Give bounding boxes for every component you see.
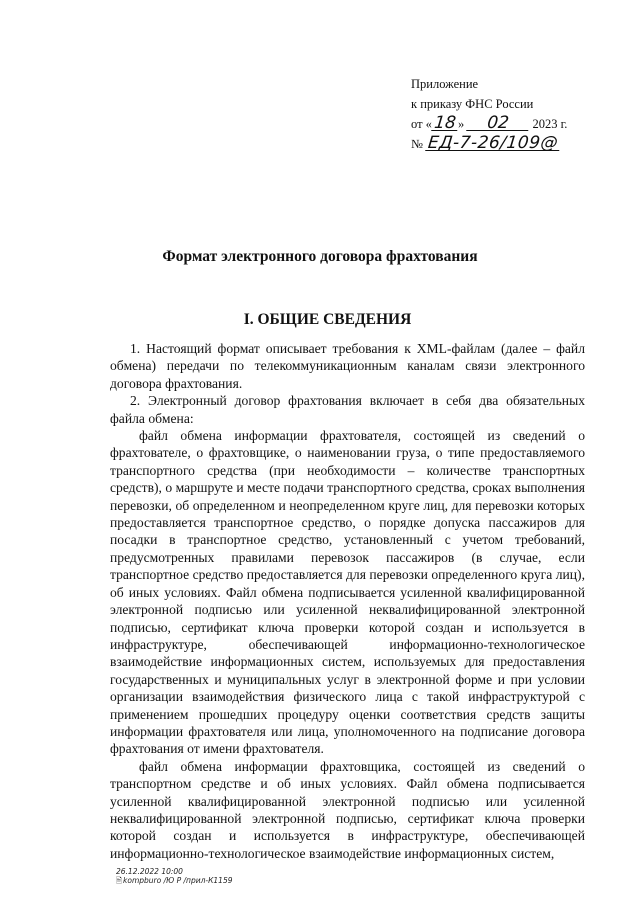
appendix-header xyxy=(411,74,567,154)
appendix-label: Приложение xyxy=(411,77,479,91)
document-icon: 🖹 xyxy=(116,876,123,885)
handwritten-number: ЕД-7-26/109@ xyxy=(427,133,560,153)
footer-file-ref xyxy=(116,876,233,885)
paragraph-1: 1. Настоящий формат описывает требования к XML-файлам (далее – файл обмена) передачи по телекоммуникационным каналам связи электронного договора фрахтования. xyxy=(110,341,585,391)
handwritten-day: 18 xyxy=(433,113,457,133)
handwritten-month: 02 xyxy=(467,116,531,131)
footer-timestamp: 26.12.2022 10:00 xyxy=(116,867,183,876)
date-year: 2023 г. xyxy=(532,117,568,131)
paragraph-carrier-file: файл обмена информации фрахтовщика, состоящей из сведений о транспортном средстве и об иных условиях. Файл обмена подписывается усиленной квалифицированной электронной подписью или усиленной неквалифицированной электронной подписью, сертификат ключа проверки которой создан и используется в инфраструктуре, обеспечивающей информационно-технологическое взаимодействие информационных систем, xyxy=(110,758,585,861)
order-date xyxy=(411,114,567,134)
paragraph-2: 2. Электронный договор фрахтования включает в себя два обязательных файла обмена: xyxy=(110,393,585,426)
document-title: Формат электронного договора фрахтования xyxy=(162,248,478,265)
order-number xyxy=(411,134,567,154)
date-prefix: от « xyxy=(411,117,432,131)
date-mid: » xyxy=(457,117,465,131)
number-prefix: № xyxy=(411,137,423,151)
footer-file-text: kompburo /Ю Р /прил-К1159 xyxy=(123,876,233,885)
footer-stamp xyxy=(116,867,233,885)
order-reference: к приказу ФНС России xyxy=(411,97,534,111)
document-body xyxy=(110,340,585,862)
paragraph-charterer-file: файл обмена информации фрахтователя, состоящей из сведений о фрахтователе, о фрахтовщике, о наименовании груза, о типе предоставляемого транспортного средства (при необходимости – количестве транспортных средств), о маршруте и месте подачи транспортного средства, сроках выполнения перевозки, об определенном и неопределенном круге лиц, для перевозки которых предоставляется транспортное средство, о порядке допуска пассажиров для посадки в транспортное средство, установленный с учетом требований, предусмотренных правилами перевозок пассажиров (в случае, если транспортное средство предоставляется для перевозки определенного круга лиц), об иных условиях. Файл обмена подписывается усиленной квалифицированной электронной подписью или усиленной неквалифицированной электронной подписью, сертификат ключа проверки которой создан и используется в инфраструктуре, обеспечивающей информационно-технологическое взаимодействие информационных систем, используемых для предоставления государственных и муниципальных услуг в электронной форме и при условии организации взаимодействия физического лица с такой инфраструктурой с применением прошедших процедуру оценки соответствия средств защиты информации фрахтователя или лица, уполномоченного на подписание договора фрахтования от имени фрахтователя. xyxy=(110,428,585,757)
section-heading: I. ОБЩИЕ СВЕДЕНИЯ xyxy=(243,311,412,328)
